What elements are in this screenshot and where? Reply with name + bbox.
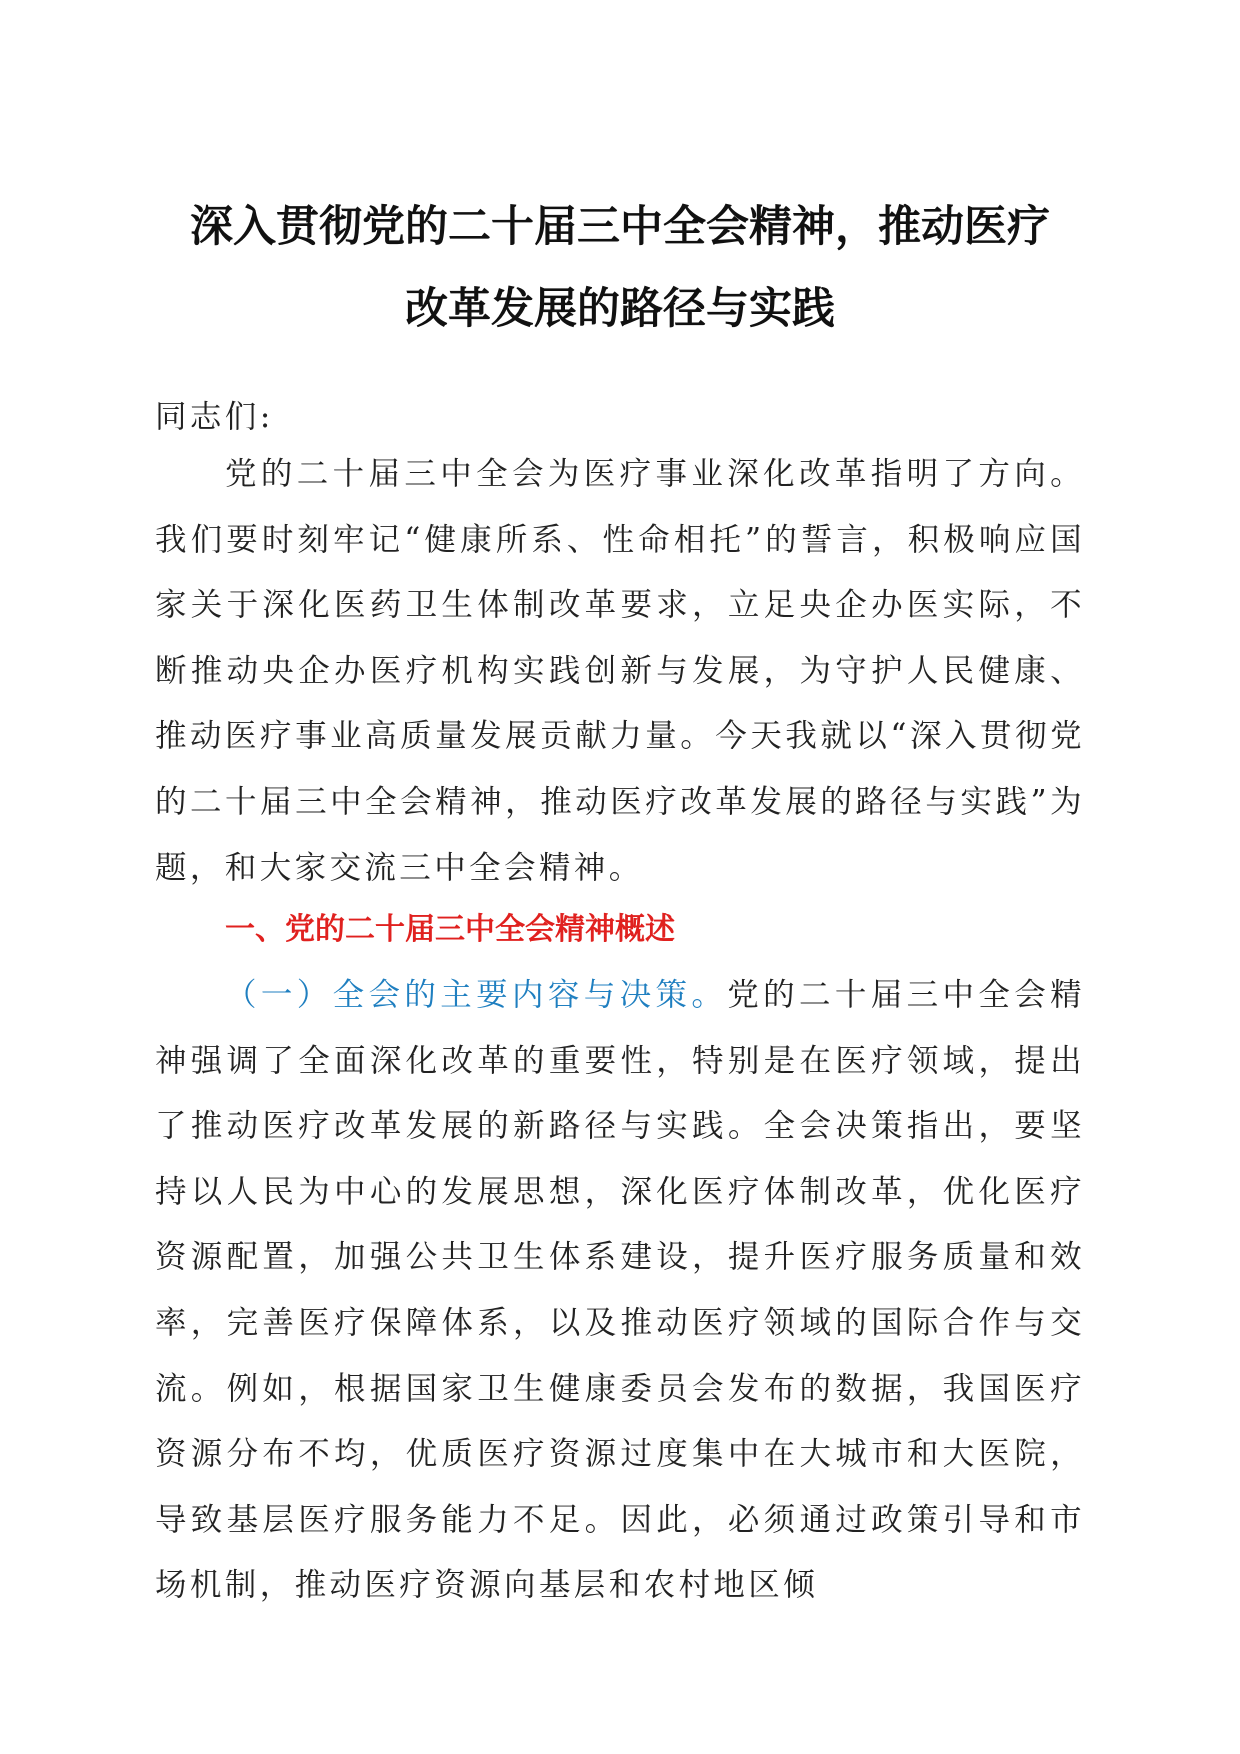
title-line-2: 改革发展的路径与实践 [405,284,835,334]
document-title [150,186,1090,350]
section-heading-1: 一、党的二十届三中全会精神概述 [225,912,675,947]
subsection-heading-1: （一）全会的主要内容与决策。 [225,977,728,1013]
section-1-paragraph [155,963,1085,1619]
intro-paragraph: 党的二十届三中全会为医疗事业深化改革指明了方向。我们要时刻牢记“健康所系、性命相托”的誓言，积极响应国家关于深化医药卫生体制改革要求，立足央企办医实际，不断推动央企办医疗机构实践创新与发展，为守护人民健康、推动医疗事业高质量发展贡献力量。今天我就以“深入贯彻党的二十届三中全会精神，推动医疗改革发展的路径与实践”为题，和大家交流三中全会精神。 [155,456,1085,886]
subsection-1-body: 党的二十届三中全会精神强调了全面深化改革的重要性，特别是在医疗领域，提出了推动医疗改革发展的新路径与实践。全会决策指出，要坚持以人民为中心的发展思想，深化医疗体制改革，优化医疗资源配置，加强公共卫生体系建设，提升医疗服务质量和效率，完善医疗保障体系，以及推动医疗领域的国际合作与交流。例如，根据国家卫生健康委员会发布的数据，我国医疗资源分布不均，优质医疗资源过度集中在大城市和大医院，导致基层医疗服务能力不足。因此，必须通过政策引导和市场机制，推动医疗资源向基层和农村地区倾 [155,977,1085,1604]
salutation: 同志们: [155,399,274,435]
title-line-1: 深入贯彻党的二十届三中全会精神，推动医疗 [190,202,1050,252]
